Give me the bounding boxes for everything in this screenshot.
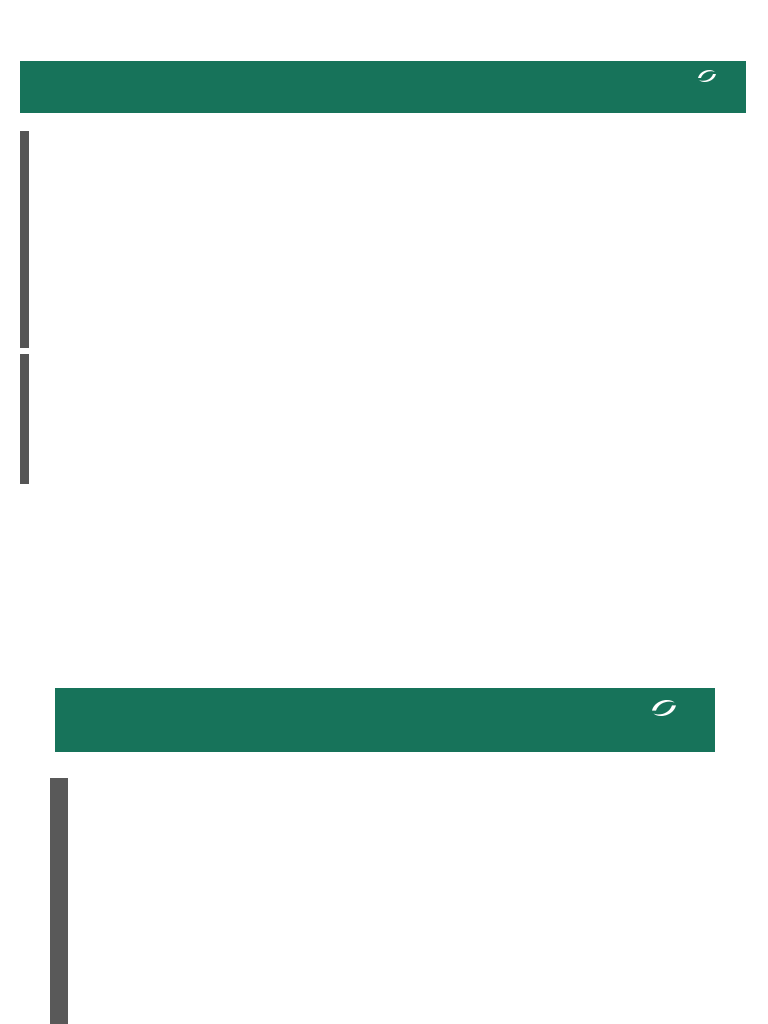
- side-label-tracks: [50, 778, 68, 1024]
